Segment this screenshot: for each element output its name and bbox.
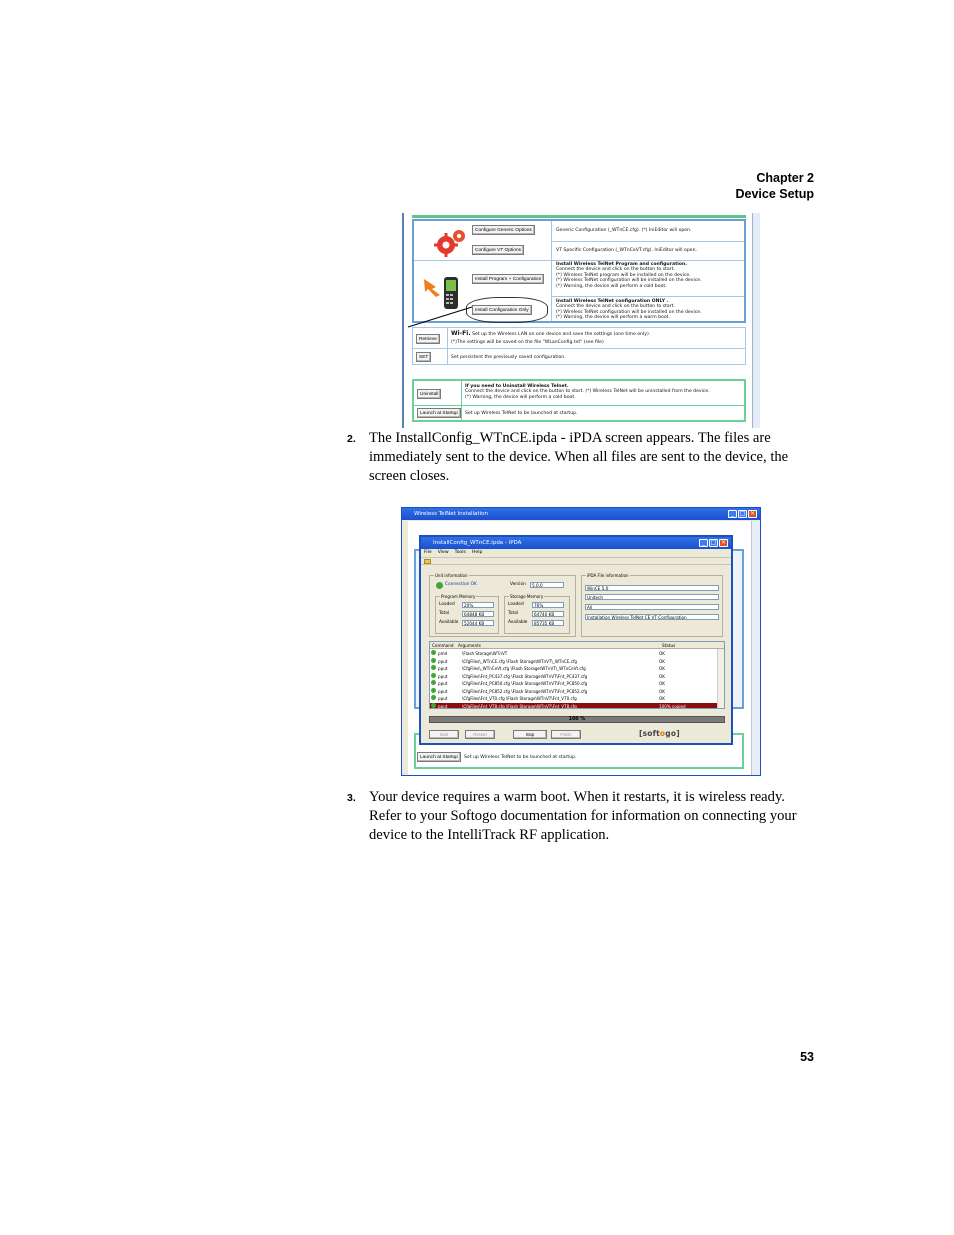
wifi-title: Wi-Fi. Set up the Wireless LAN on one device and save the settings (one time only). <box>451 330 651 337</box>
vt-config-desc: VT Specific Configuration (_WTnCeVT.cfg). IniEditor will open. <box>556 248 697 253</box>
pm-loaded-value: 20% <box>462 602 494 608</box>
version-label: Version <box>510 582 526 587</box>
open-folder-icon[interactable] <box>424 559 431 564</box>
arguments-cell: \Flash Storage\WTnVT <box>462 651 508 656</box>
maximize-icon[interactable]: □ <box>710 539 717 546</box>
column-divider <box>447 328 448 364</box>
close-icon[interactable]: × <box>749 510 756 517</box>
installation-screenshot <box>401 507 761 776</box>
menu-bar <box>421 549 731 557</box>
step-number: 2. <box>347 433 356 445</box>
wifi-section <box>412 327 746 365</box>
generic-config-desc: Generic Configuration (_WTnCE.cfg). (*) IniEditor will open. <box>556 228 692 233</box>
program-install-title: Install Wireless TelNet Program and configuration. <box>556 262 688 267</box>
status-cell: OK <box>659 666 665 671</box>
status-ok-icon <box>431 695 436 700</box>
launch-desc: Set up Wireless TelNet to be launched at startup. <box>465 411 578 416</box>
arguments-cell: \CfgFiles\Fnt_PC852.cfg \Flash Storage\WTnVT\Fnt_PC852.cfg <box>462 688 588 694</box>
arguments-cell: \CfgFiles\Fnt_VT0.cfg \Flash Storage\WTnVT\Fnt_VT0.cfg <box>462 696 577 701</box>
status-ok-icon <box>431 650 436 655</box>
outer-window-title: Wireless TelNet Installation <box>402 508 760 520</box>
divider <box>412 215 746 218</box>
bg-launch-desc: Set up Wireless TelNet to be launched at startup. <box>464 755 577 760</box>
column-header-arguments[interactable]: Arguments <box>458 643 481 648</box>
command-cell: pput <box>438 703 448 709</box>
retrieve-button[interactable]: Retrieve <box>416 334 440 344</box>
finish-button[interactable]: Finish <box>551 730 581 739</box>
sm-available-label: Available <box>508 620 528 625</box>
connection-status: Connection OK <box>445 582 477 587</box>
storage-memory-group <box>504 596 570 634</box>
column-header-command[interactable]: Command <box>432 643 454 648</box>
command-list <box>429 641 725 709</box>
unit-info-label: Unit information <box>435 573 468 578</box>
chapter-label: Chapter 2 <box>756 171 814 185</box>
dialog-controls <box>699 539 728 547</box>
program-install-desc: Connect the device and click on the button to start. (*) Wireless TelNet program will be installed on the device. (*) Wireless TelNet configuration will be installed on the device. (*) Warning, the device will perform a cold boot. <box>556 267 702 289</box>
page-number: 53 <box>800 1050 814 1064</box>
program-memory-group <box>435 596 499 634</box>
ipda-dialog <box>419 535 733 745</box>
set-desc: Set persistent the previously saved configuration. <box>451 355 566 360</box>
status-ok-icon <box>431 680 436 685</box>
command-cell: pmd <box>438 651 448 656</box>
status-ok-icon <box>431 673 436 678</box>
bg-launch-button: Launch at Startup <box>417 752 461 762</box>
column-header-status[interactable]: Status <box>662 643 676 648</box>
status-cell: OK <box>659 673 665 679</box>
ipda-os-value: WinCE 5.0 <box>585 585 719 591</box>
configure-vt-options-button[interactable]: Configure VT Options <box>472 245 524 255</box>
uninstall-button[interactable]: Uninstall <box>417 389 441 399</box>
pm-available-value: 52044 KB <box>462 620 494 626</box>
program-memory-label: Program Memory <box>441 594 476 599</box>
status-cell: OK <box>659 688 665 694</box>
version-value: 5.0.0 <box>530 582 564 588</box>
pm-available-label: Available <box>439 620 459 625</box>
column-divider <box>461 381 462 420</box>
command-cell: pput <box>438 688 448 694</box>
uninstall-desc: Connect the device and click on the button to start. (*) Wireless TelNet will be uninstalled from the device. (*) Warning, the device will perform a cold boot. <box>465 389 710 400</box>
pointer-line <box>406 305 476 329</box>
status-ok-icon <box>431 665 436 670</box>
status-cell: OK <box>659 681 665 686</box>
command-cell: pput <box>438 658 448 664</box>
list-item[interactable] <box>430 658 718 666</box>
uninstall-title: If you need to Uninstall Wireless Telnet. <box>465 384 569 389</box>
scrollbar[interactable] <box>751 521 760 775</box>
menu-help[interactable]: Help <box>471 550 483 555</box>
arguments-cell: \CfgFiles\Fnt_VT8.cfg \Flash Storage\WTnVT\Fnt_VT8.cfg <box>462 703 577 709</box>
unit-info-group <box>429 575 576 637</box>
gears-icon <box>434 227 470 259</box>
arguments-cell: \CfgFiles\_WTnCeVt.cfg \Flash Storage\WTnVT\_WTnCeVt.cfg <box>462 666 586 671</box>
menu-tools[interactable]: Tools <box>454 550 466 555</box>
sm-loaded-label: Loaded <box>508 602 524 607</box>
restart-button[interactable]: Restart <box>465 730 495 739</box>
command-cell: pput <box>438 666 448 671</box>
step-text: The InstallConfig_WTnCE.ipda - iPDA screen appears. The files are immediately sent to the device. When all files are sent to the device, the screen closes. <box>369 430 789 484</box>
dialog-title: InstallConfig_WTnCE.ipda - iPDA <box>421 537 731 549</box>
status-cell: OK <box>659 696 665 701</box>
close-icon[interactable]: × <box>720 539 727 546</box>
toolbar <box>421 557 731 565</box>
maximize-icon[interactable]: □ <box>739 510 746 517</box>
minimize-icon[interactable]: _ <box>728 510 737 518</box>
step-text: Your device requires a warm boot. When it restarts, it is wireless ready. Refer to your Softogo documentation for information on connecting your device to the IntelliTrack RF application. <box>369 789 797 843</box>
start-button[interactable]: Start <box>429 730 459 739</box>
command-cell: pput <box>438 681 448 686</box>
arguments-cell: \CfgFiles\Fnt_PC850.cfg \Flash Storage\WTnVT\Fnt_PC850.cfg <box>462 681 588 686</box>
section-title: Device Setup <box>735 187 814 201</box>
list-header <box>430 642 725 649</box>
ipda-file-info-label: iPDA File information <box>587 573 629 578</box>
pm-total-label: Total <box>439 611 450 616</box>
install-program-config-button[interactable]: Install Program + Configuration <box>472 274 544 284</box>
storage-memory-label: Storage Memory <box>510 594 544 599</box>
list-item[interactable] <box>430 680 718 688</box>
minimize-icon[interactable]: _ <box>699 539 708 547</box>
ipda-file-info-group <box>581 575 723 637</box>
pm-total-value: 64848 KB <box>462 611 494 617</box>
list-scrollbar[interactable] <box>717 649 724 709</box>
outer-window-controls <box>728 510 757 518</box>
arguments-cell: \CfgFiles\Fnt_PC437.cfg \Flash Storage\WTnVT\Fnt_PC437.cfg <box>462 673 588 679</box>
ipda-vendor-value: Unitech <box>585 594 719 600</box>
column-divider <box>551 221 552 321</box>
sm-total-label: Total <box>508 611 519 616</box>
launch-at-startup-button[interactable]: Launch at Startup <box>417 408 461 418</box>
list-item[interactable] <box>430 688 718 696</box>
sm-loaded-value: 76% <box>532 602 564 608</box>
config-install-title: Install Wireless TelNet configuration ONLY . <box>556 299 669 304</box>
install-configuration-only-button[interactable]: Install Configuration Only <box>472 305 532 315</box>
command-cell: pput <box>438 673 448 679</box>
status-ok-icon <box>431 688 436 693</box>
status-cell: OK <box>659 658 665 664</box>
config-panel-screenshot <box>402 213 760 428</box>
ipda-description-value: Installation Wireless TelNet CE VT Configuration <box>585 614 719 620</box>
menu-file[interactable]: File <box>424 550 432 555</box>
status-cell: 100% copied <box>659 703 686 709</box>
ipda-model-value: All <box>585 604 719 610</box>
configure-generic-options-button[interactable]: Configure Generic Options <box>472 225 535 235</box>
status-ok-icon <box>431 658 436 663</box>
list-item[interactable] <box>430 695 718 703</box>
arguments-cell: \CfgFiles\_WTnCE.cfg \Flash Storage\WTnVT\_WTnCE.cfg <box>462 658 578 664</box>
command-cell: pput <box>438 696 448 701</box>
sm-total-value: 64740 KB <box>532 611 564 617</box>
menu-view[interactable]: View <box>437 550 449 555</box>
stop-button[interactable]: Stop <box>513 730 547 739</box>
list-item[interactable] <box>430 650 718 658</box>
step-number: 3. <box>347 792 356 804</box>
list-item[interactable] <box>430 703 718 710</box>
pm-loaded-label: Loaded <box>439 602 455 607</box>
list-item[interactable] <box>430 673 718 681</box>
status-ok-icon <box>431 703 436 708</box>
softogo-logo: [softogo] <box>639 729 680 738</box>
set-button[interactable]: SET <box>416 352 431 362</box>
list-item[interactable] <box>430 665 718 673</box>
wifi-note: (*)The settings will be saved on the file "WLanConfig.txt" (see file) <box>451 340 604 345</box>
config-install-desc: Connect the device and click on the button to start. (*) Wireless TelNet configuration will be installed on the device. (*) Warning, the device will perform a warm boot. <box>556 304 702 321</box>
sm-available-value: 85735 KB <box>532 620 564 626</box>
connection-ok-icon <box>436 582 443 589</box>
progress-bar: 100 % <box>429 716 725 723</box>
scrollbar[interactable] <box>752 213 760 428</box>
status-cell: OK <box>659 651 665 656</box>
uninstall-section <box>412 379 746 422</box>
